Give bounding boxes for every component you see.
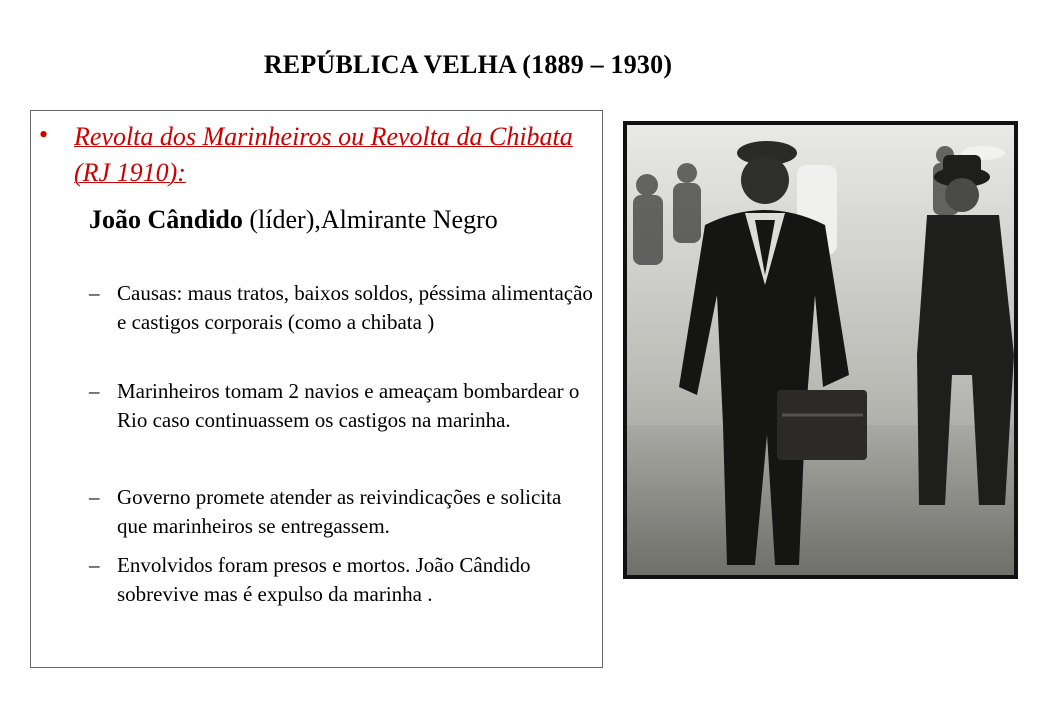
historical-photo-frame xyxy=(623,121,1018,579)
dash-marker: – xyxy=(89,553,100,577)
bullet-heading: Revolta dos Marinheiros ou Revolta da Chibata (RJ 1910): xyxy=(74,122,573,187)
text-box xyxy=(30,110,603,668)
sub-item-text: Governo promete atender as reivindicações e solicita que marinheiros se entregassem. xyxy=(117,485,562,538)
sub-item-text: Causas: maus tratos, baixos soldos, péssima alimentação e castigos corporais (como a chibata ) xyxy=(117,281,593,334)
leader-line xyxy=(89,205,498,235)
leader-name: João Cândido xyxy=(89,205,243,234)
dash-marker: – xyxy=(89,379,100,403)
dash-marker: – xyxy=(89,485,100,509)
sub-item-government xyxy=(89,483,594,541)
dash-marker: – xyxy=(89,281,100,305)
historical-photo xyxy=(627,125,1014,575)
sub-item-outcome xyxy=(89,551,594,609)
sub-item-text: Envolvidos foram presos e mortos. João Cândido sobrevive mas é expulso da marinha . xyxy=(117,553,531,606)
sub-item-ships xyxy=(89,377,594,435)
sub-item-causes xyxy=(89,279,594,337)
leader-description: (líder),Almirante Negro xyxy=(242,205,498,234)
sub-item-text: Marinheiros tomam 2 navios e ameaçam bombardear o Rio caso continuassem os castigos na marinha. xyxy=(117,379,580,432)
slide-title: REPÚBLICA VELHA (1889 – 1930) xyxy=(263,50,673,79)
bullet-dot: • xyxy=(39,120,49,149)
